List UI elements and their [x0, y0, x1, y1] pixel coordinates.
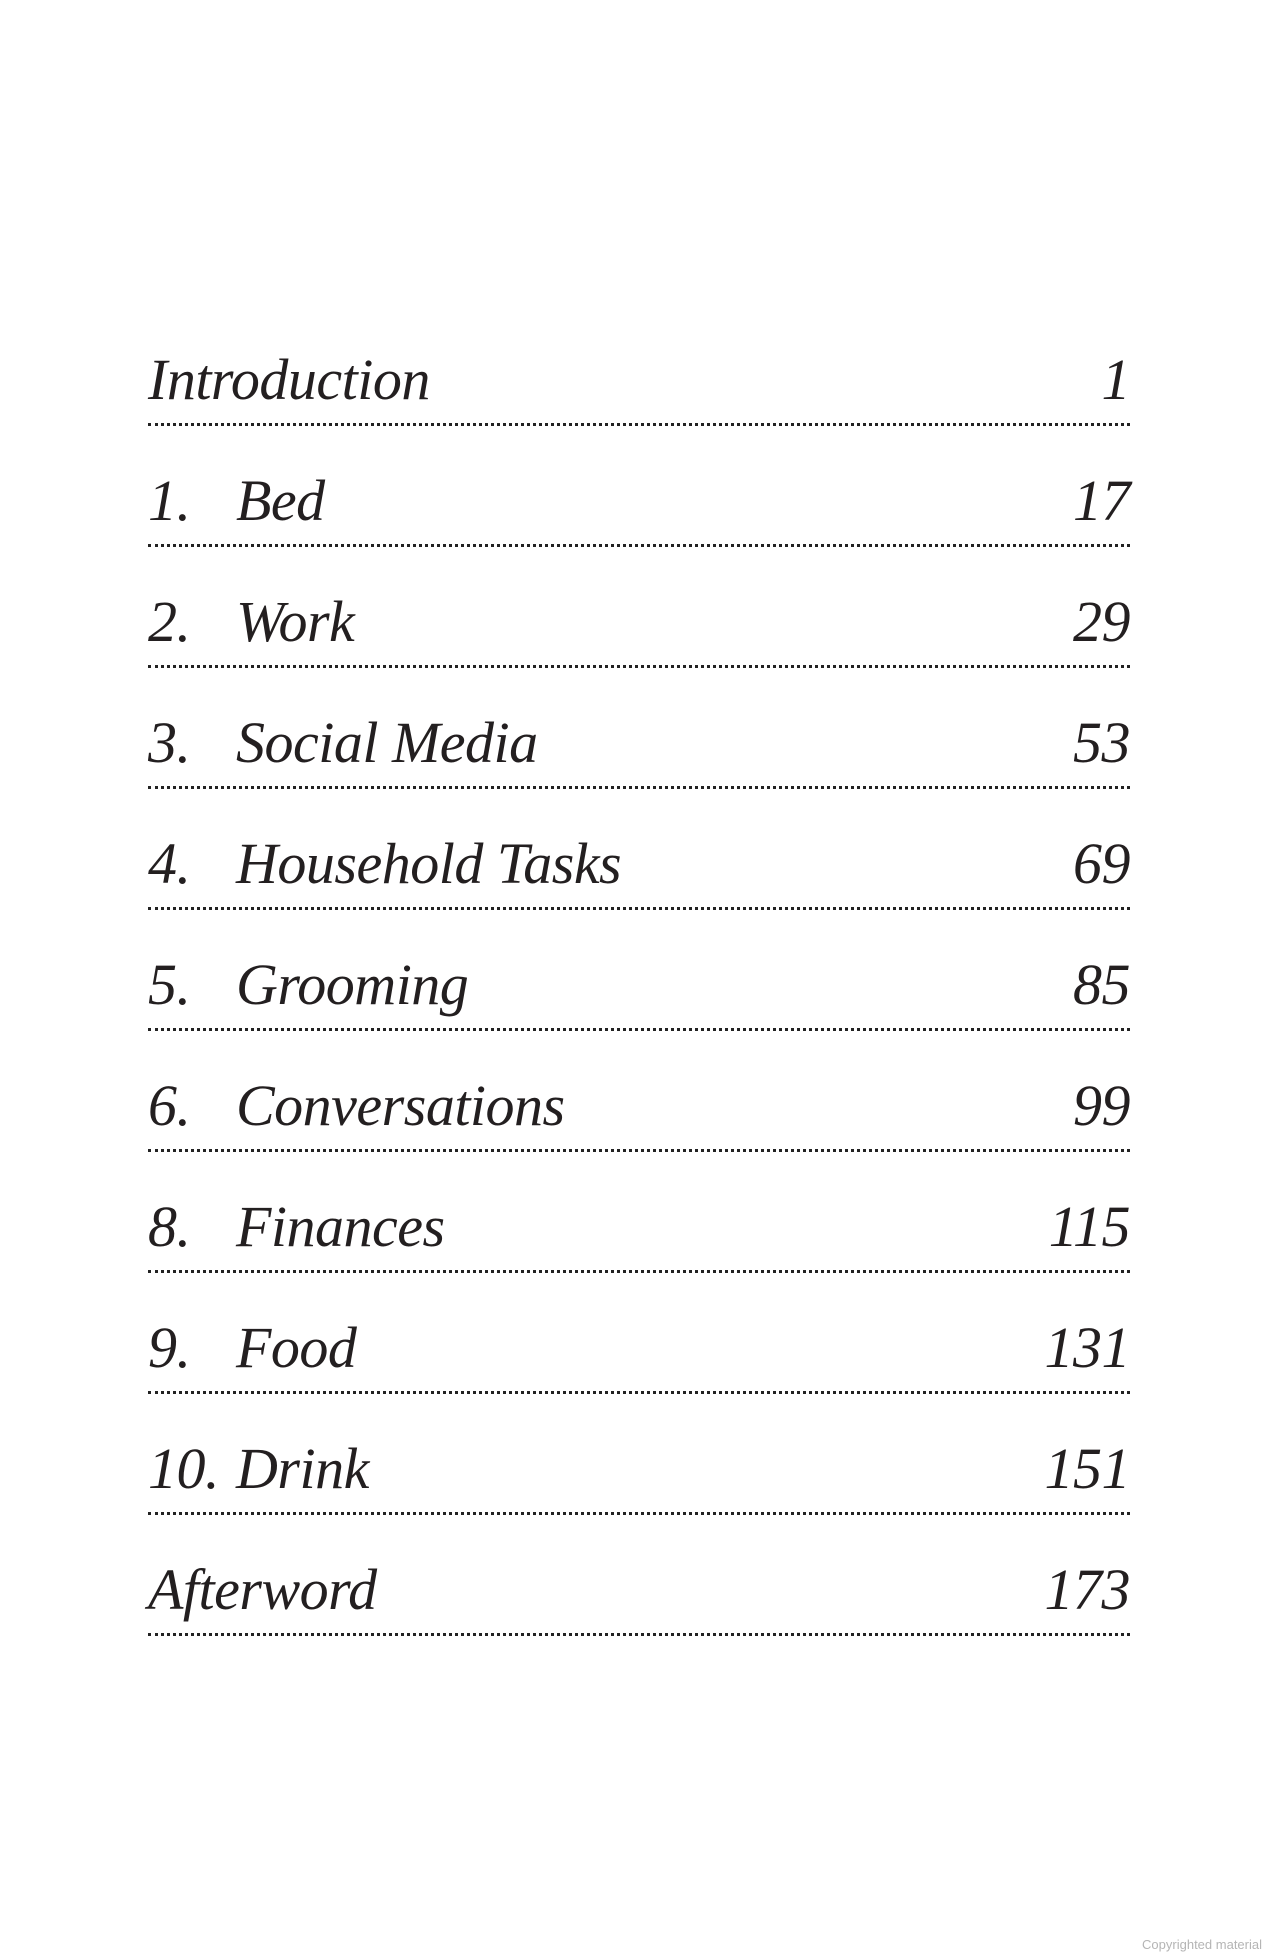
toc-entry-page: 17: [1073, 468, 1130, 533]
toc-entry-title: 4. Household Tasks: [148, 831, 622, 896]
toc-entry-title: 1. Bed: [148, 468, 325, 533]
toc-entry-title: 2. Work: [148, 589, 355, 654]
toc-entry-page: 69: [1073, 831, 1130, 896]
toc-entry-grooming[interactable]: [148, 910, 1130, 1031]
toc-entry-page: 85: [1073, 952, 1130, 1017]
toc-entry-bed[interactable]: [148, 426, 1130, 547]
toc-entry-page: 29: [1073, 589, 1130, 654]
toc-entry-title: 5. Grooming: [148, 952, 469, 1017]
toc-entry-introduction[interactable]: [148, 342, 1130, 426]
toc-entry-page: 173: [1044, 1557, 1130, 1622]
toc-entry-page: 53: [1073, 710, 1130, 775]
toc-entry-number: 8.: [148, 1194, 191, 1259]
toc-entry-page: 1: [1101, 347, 1130, 412]
toc-entry-number: 5.: [148, 952, 191, 1017]
toc-entry-page: 99: [1073, 1073, 1130, 1138]
toc-entry-page: 151: [1044, 1436, 1130, 1501]
toc-entry-page: 131: [1044, 1315, 1130, 1380]
toc-entry-household-tasks[interactable]: [148, 789, 1130, 910]
toc-entry-title: 8. Finances: [148, 1194, 445, 1259]
toc-entry-title: 6. Conversations: [148, 1073, 565, 1138]
toc-entry-number: 2.: [148, 589, 191, 654]
toc-entry-number: 3.: [148, 710, 191, 775]
toc-entry-number: 10.: [148, 1436, 219, 1501]
toc-entry-number: 1.: [148, 468, 191, 533]
toc-entry-number: 6.: [148, 1073, 191, 1138]
toc-entry-title: 3. Social Media: [148, 710, 538, 775]
toc-entry-work[interactable]: [148, 547, 1130, 668]
toc-entry-title: 10. Drink: [148, 1436, 369, 1501]
toc-entry-title: Afterword: [148, 1557, 377, 1622]
toc-entry-title: 9. Food: [148, 1315, 357, 1380]
toc-entry-title: Introduction: [148, 347, 430, 412]
copyright-notice: Copyrighted material: [1142, 1937, 1262, 1952]
table-of-contents: [148, 342, 1130, 1636]
toc-entry-social-media[interactable]: [148, 668, 1130, 789]
toc-entry-conversations[interactable]: [148, 1031, 1130, 1152]
toc-entry-page: 115: [1048, 1194, 1130, 1259]
toc-entry-number: 9.: [148, 1315, 191, 1380]
toc-entry-finances[interactable]: [148, 1152, 1130, 1273]
toc-entry-afterword[interactable]: [148, 1515, 1130, 1636]
toc-entry-drink[interactable]: [148, 1394, 1130, 1515]
toc-entry-number: 4.: [148, 831, 191, 896]
toc-entry-food[interactable]: [148, 1273, 1130, 1394]
